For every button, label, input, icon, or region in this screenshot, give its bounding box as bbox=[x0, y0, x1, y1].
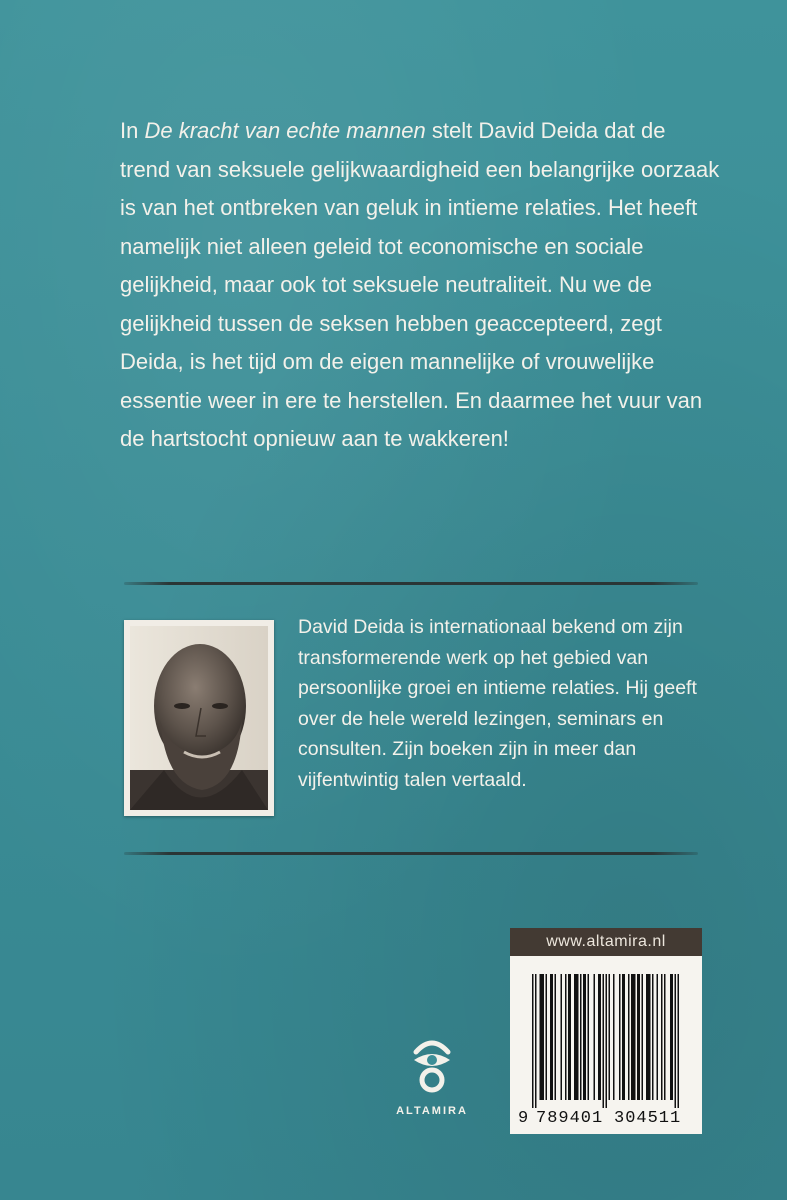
barcode-bar bbox=[646, 974, 651, 1100]
book-blurb bbox=[120, 112, 720, 459]
isbn-barcode-panel bbox=[510, 928, 702, 1134]
isbn-group-2: 304511 bbox=[614, 1109, 682, 1128]
isbn-lead-digit: 9 bbox=[518, 1109, 529, 1128]
barcode-bar bbox=[546, 974, 548, 1100]
barcode-bar bbox=[642, 974, 644, 1100]
barcode-bar bbox=[622, 974, 625, 1100]
barcode-bar bbox=[628, 974, 630, 1100]
barcode-bar bbox=[619, 974, 621, 1100]
author-bio-text: David Deida is internationaal bekend om zijn transformerende werk op het gebied van persoonlijke groei en intieme relaties. Hij geeft over de hele wereld lezingen, seminars en consulten. Zijn boeken zijn in meer dan vijfentwintig talen vertaald. bbox=[298, 616, 697, 791]
barcode-bar bbox=[540, 974, 545, 1100]
barcode-bar bbox=[631, 974, 636, 1100]
barcode-bar bbox=[550, 974, 553, 1100]
altamira-logo-icon bbox=[410, 1030, 454, 1094]
barcode-bar bbox=[657, 974, 659, 1100]
barcode-bar bbox=[583, 974, 586, 1100]
barcode-bar bbox=[588, 974, 590, 1100]
author-portrait-image bbox=[124, 620, 274, 816]
barcode-bar bbox=[664, 974, 666, 1100]
barcode-bar bbox=[637, 974, 640, 1100]
barcode-bar bbox=[603, 974, 605, 1108]
divider-bottom bbox=[124, 852, 698, 855]
barcode-bar bbox=[598, 974, 601, 1100]
barcode-bar bbox=[594, 974, 596, 1100]
barcode-bar bbox=[532, 974, 534, 1108]
publisher-name: ALTAMIRA bbox=[396, 1105, 468, 1117]
author-photo bbox=[124, 620, 274, 816]
blurb-paragraph bbox=[120, 112, 720, 459]
blurb-prefix: In bbox=[120, 118, 145, 143]
barcode-bar bbox=[661, 974, 663, 1100]
publisher-url: www.altamira.nl bbox=[510, 928, 702, 956]
isbn-group-1: 789401 bbox=[536, 1109, 604, 1128]
book-title: De kracht van echte mannen bbox=[144, 118, 426, 143]
publisher-logo bbox=[380, 1030, 484, 1117]
barcode-bar bbox=[535, 974, 537, 1108]
divider-top bbox=[124, 582, 698, 585]
barcode-bar bbox=[609, 974, 611, 1100]
isbn-barcode bbox=[510, 956, 702, 1134]
barcode-bar bbox=[561, 974, 563, 1100]
barcode-bar bbox=[675, 974, 677, 1108]
barcode-bar bbox=[652, 974, 654, 1100]
barcode-bar bbox=[565, 974, 567, 1100]
barcode-bar bbox=[678, 974, 680, 1108]
barcode-bar bbox=[568, 974, 571, 1100]
blurb-text: stelt David Deida dat de trend van seksuele gelijkwaardigheid een belangrijke oorzaak is van het ontbreken van geluk in intieme relaties. Het heeft namelijk niet alleen geleid tot economische en sociale gelijkheid, maar ook tot seksuele neutraliteit. Nu we de gelijkheid tussen de seksen hebben geaccepteerd, zegt Deida, is het tijd om de eigen mannelijke of vrouwelijke essentie weer in ere te herstellen. En daarmee het vuur van de hartstocht opnieuw aan te wakkeren! bbox=[120, 118, 720, 451]
barcode-bar bbox=[574, 974, 579, 1100]
barcode-bar bbox=[613, 974, 615, 1100]
barcode-bar bbox=[580, 974, 582, 1100]
author-bio bbox=[298, 612, 718, 796]
barcode-bar bbox=[606, 974, 608, 1108]
barcode-bar bbox=[670, 974, 673, 1100]
barcode-bar bbox=[555, 974, 557, 1100]
